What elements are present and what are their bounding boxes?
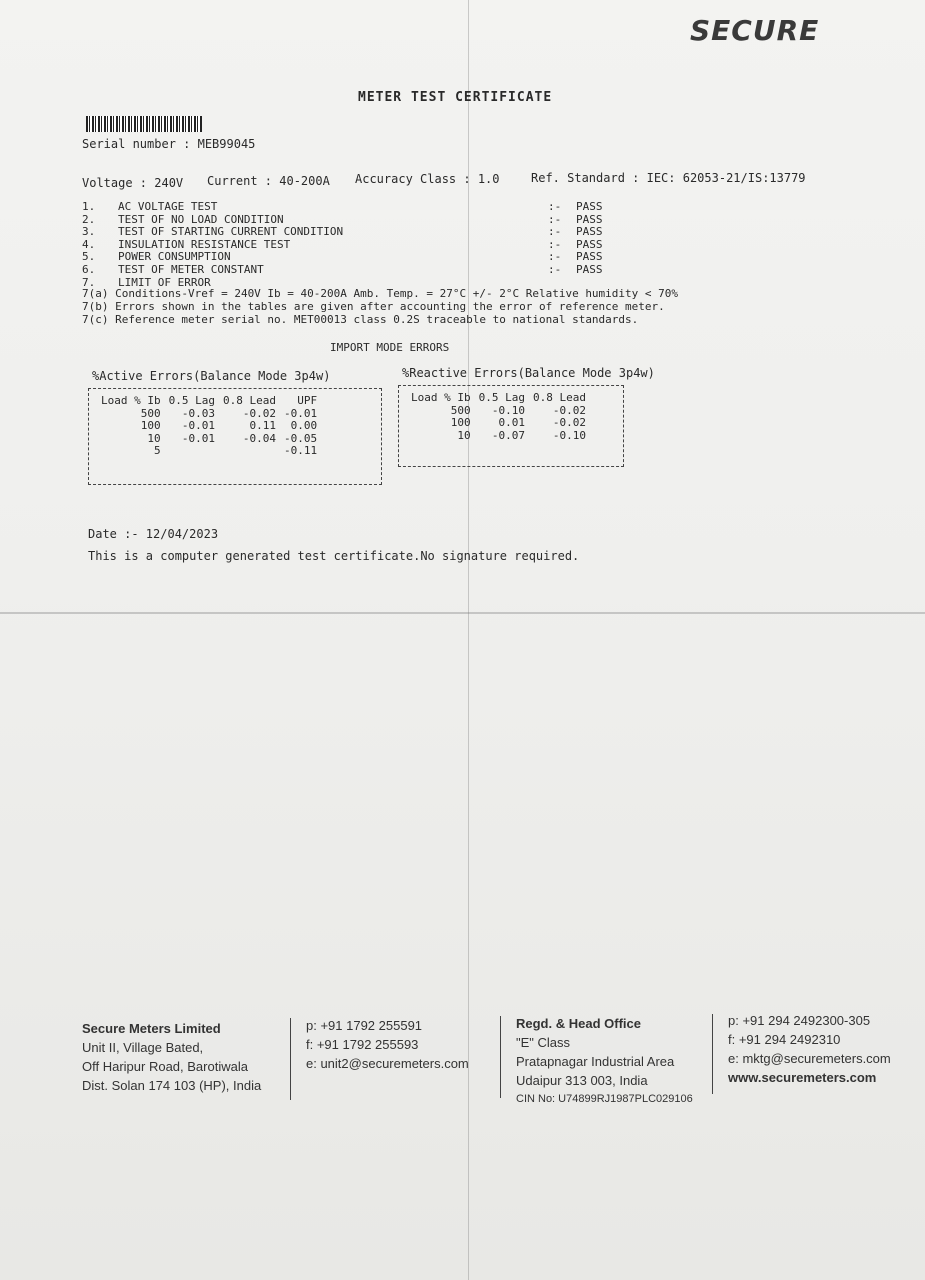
active-table-cell: 500 [140, 406, 161, 420]
voltage: Voltage : 240V [82, 176, 184, 190]
phone: p: +91 294 2492300-305 [728, 1013, 871, 1028]
active-column-header: Load % Ib [101, 394, 161, 407]
reactive-errors-box [398, 385, 624, 467]
reactive-table-cell: -0.02 [552, 416, 586, 429]
reactive-table-row [407, 430, 590, 443]
tests-table [82, 201, 603, 289]
reactive-column-header: Load % Ib [411, 391, 471, 404]
active-table-cell [165, 445, 219, 458]
reactive-table-cell: -0.10 [491, 403, 525, 417]
test-number: 7. [82, 275, 96, 289]
fax: f: +91 1792 255593 [306, 1037, 419, 1052]
reactive-errors-title: %Reactive Errors(Balance Mode 3p4w) [402, 366, 655, 380]
test-name: AC VOLTAGE TEST [118, 200, 218, 213]
test-name: TEST OF NO LOAD CONDITION [118, 212, 284, 226]
active-table-cell: -0.01 [181, 431, 215, 445]
active-errors-box [88, 388, 382, 485]
test-number: 2. [82, 212, 96, 226]
test-name: POWER CONSUMPTION [118, 250, 231, 264]
footer-divider [712, 1014, 713, 1094]
email-link[interactable]: e: unit2@securemeters.com [306, 1056, 469, 1071]
active-table-cell: 100 [140, 419, 161, 432]
reactive-table-cell: 100 [450, 416, 471, 429]
active-errors-table [97, 395, 321, 458]
active-table-row [97, 420, 321, 433]
test-result: PASS [576, 262, 603, 276]
test-separator: :- [548, 237, 562, 251]
website-link[interactable]: www.securemeters.com [728, 1070, 877, 1085]
address-line: Unit II, Village Bated, [82, 1040, 204, 1055]
address-line: "E" Class [516, 1035, 571, 1050]
certificate-date: Date :- 12/04/2023 [88, 527, 219, 541]
active-table-cell: 10 [147, 431, 161, 445]
test-row [82, 226, 603, 239]
active-column-header: 0.8 Lead [222, 394, 276, 407]
test-number: 6. [82, 262, 96, 276]
test-name: LIMIT OF ERROR [118, 275, 211, 289]
address-line: Off Haripur Road, Barotiwala [82, 1059, 248, 1074]
active-errors-title: %Active Errors(Balance Mode 3p4w) [92, 369, 331, 383]
test-number: 5. [82, 250, 96, 264]
barcode [86, 116, 202, 132]
accuracy-class: Accuracy Class : 1.0 [355, 172, 500, 186]
address-line: Pratapnagar Industrial Area [516, 1054, 675, 1069]
reactive-table-cell: -0.07 [491, 428, 525, 442]
test-number: 1. [82, 200, 96, 213]
test-number: 4. [82, 237, 96, 251]
reactive-errors-table [407, 392, 590, 442]
fax: f: +91 294 2492310 [728, 1032, 841, 1047]
footer-head-office [516, 1014, 693, 1109]
test-result: PASS [576, 250, 603, 264]
reactive-table-cell: -0.02 [552, 403, 586, 417]
address-line: Udaipur 313 003, India [516, 1073, 648, 1088]
footer-contact-unit [306, 1016, 469, 1073]
test-separator: :- [548, 262, 562, 276]
test-result: PASS [576, 237, 603, 251]
active-column-header: 0.5 Lag [168, 394, 215, 407]
note-7c: 7(c) Reference meter serial no. MET00013 class 0.2S traceable to national standards. [82, 313, 639, 326]
reactive-table-cell: 0.01 [498, 416, 525, 429]
active-table-cell: -0.04 [242, 431, 276, 445]
note-7b: 7(b) Errors shown in the tables are given after accounting the error of reference meter. [82, 300, 665, 313]
address-line: Dist. Solan 174 103 (HP), India [82, 1078, 262, 1093]
test-separator: :- [548, 250, 562, 264]
footer-contact-head-office [728, 1011, 891, 1087]
active-table-cell: 0.11 [249, 419, 276, 432]
head-office-label: Regd. & Head Office [516, 1016, 641, 1031]
test-name: TEST OF STARTING CURRENT CONDITION [118, 225, 344, 239]
test-name: TEST OF METER CONSTANT [118, 262, 264, 276]
reactive-table-cell: 10 [457, 428, 471, 442]
footer-divider [290, 1018, 291, 1100]
active-table-cell: -0.01 [181, 419, 215, 432]
import-mode-heading: IMPORT MODE ERRORS [330, 341, 450, 354]
test-result: PASS [576, 225, 603, 239]
test-separator: :- [548, 200, 562, 213]
active-table-cell: -0.01 [283, 406, 318, 420]
test-separator: :- [548, 225, 562, 239]
active-table-row [97, 445, 321, 458]
test-number: 3. [82, 225, 96, 239]
test-row [82, 264, 603, 277]
footer-address-unit [82, 1019, 261, 1095]
active-column-header: UPF [297, 394, 318, 407]
serial-number: Serial number : MEB99045 [82, 137, 256, 151]
test-row [82, 201, 603, 214]
test-result: PASS [576, 212, 603, 226]
active-table-cell: -0.03 [181, 406, 215, 420]
company-logo: SECURE [690, 14, 820, 47]
cin-number: CIN No: U74899RJ1987PLC029106 [516, 1093, 693, 1105]
paper-fold-vertical [468, 0, 469, 1280]
reactive-table-cell: 500 [450, 403, 471, 417]
reference-standard: Ref. Standard : IEC: 62053-21/IS:13779 [531, 171, 806, 185]
test-name: INSULATION RESISTANCE TEST [118, 237, 291, 251]
company-name: Secure Meters Limited [82, 1021, 221, 1036]
test-separator: :- [548, 212, 562, 226]
active-table-cell: -0.11 [283, 444, 318, 457]
active-table-cell: 5 [153, 444, 161, 457]
note-7a: 7(a) Conditions-Vref = 240V Ib = 40-200A Amb. Temp. = 27°C +/- 2°C Relative humidity < 70% [82, 287, 679, 300]
phone: p: +91 1792 255591 [306, 1018, 423, 1033]
email-link[interactable]: e: mktg@securemeters.com [728, 1051, 891, 1066]
active-table-cell: 0.00 [290, 419, 318, 432]
active-table-cell: -0.02 [242, 406, 276, 420]
reactive-column-header: 0.5 Lag [478, 391, 525, 404]
paper-fold-horizontal [0, 612, 925, 614]
certificate-title: METER TEST CERTIFICATE [358, 90, 553, 105]
active-table-cell [219, 445, 280, 458]
reactive-table-cell: -0.10 [552, 428, 586, 442]
active-table-cell: -0.05 [283, 431, 318, 445]
current: Current : 40-200A [207, 174, 330, 188]
reactive-table-row [407, 417, 590, 430]
footer-divider [500, 1016, 501, 1098]
disclaimer: This is a computer generated test certificate.No signature required. [88, 549, 580, 563]
reactive-column-header: 0.8 Lead [532, 391, 586, 404]
test-result: PASS [576, 200, 603, 213]
